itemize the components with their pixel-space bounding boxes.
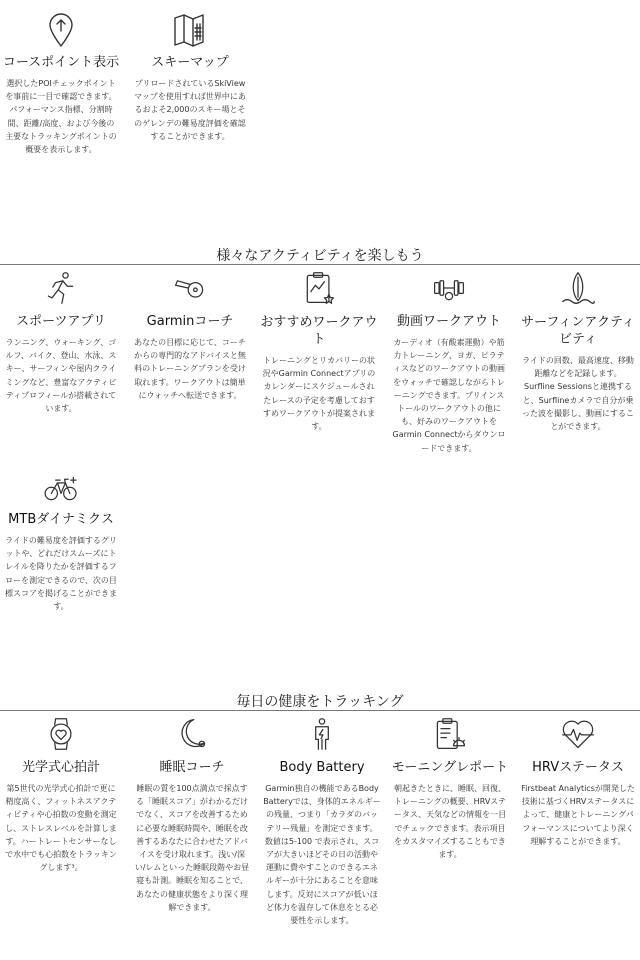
health-description: Firstbeat Analyticsが開発した技術に基づくHRVステータスによって、健康とトレーニングパフォーマンスについてより深く理解することができます。 xyxy=(521,784,635,846)
health-description: 睡眠の質を100点満点で採点する「睡眠スコア」がわかるだけでなく、スコアを改善するために必要な睡眠時間や、睡眠を改善するあなたに合わせたアドバイスを受け取れます。浅い/深い/レムといった睡眠段階やお昼寝も計測。睡眠を知ることで、あなたの健康状態をより深く理解できます。 xyxy=(134,784,250,912)
body-battery-icon xyxy=(304,716,340,752)
health-optical-hr xyxy=(0,716,122,874)
surfboard-icon xyxy=(560,270,596,306)
activity-description: ライドの難易度を評価するグリットや、どれだけスムーズにトレイルを降りたかを評価するフローを測定できるので、次の目標スコアを掲げることができます。 xyxy=(5,536,117,612)
feature-ski-map xyxy=(130,10,250,143)
activity-title: Garminコーチ xyxy=(146,314,234,329)
health-title: 睡眠コーチ xyxy=(159,760,225,775)
health-morning-report xyxy=(388,716,512,861)
health-description: 朝起きたときに、睡眠、回復、トレーニングの概要、HRVステータス、天気などの情報を一目でチェックできます。表示項目をカスタマイズすることもできます。 xyxy=(393,784,507,860)
section-divider xyxy=(0,710,640,711)
location-pin-icon xyxy=(41,10,81,50)
section-divider xyxy=(0,264,640,265)
health-body-battery xyxy=(259,716,385,927)
feature-description: プリロードされているSkiViewマップを使用すれば世界中にあるおよそ2,000のスキー場とそのゲレンデの難易度評価を確認することができます。 xyxy=(134,79,246,141)
health-title: モーニングレポート xyxy=(391,760,509,775)
activity-title: スポーツアプリ xyxy=(16,314,106,329)
watch-heart-icon xyxy=(43,716,79,752)
whistle-icon xyxy=(172,270,208,306)
activity-mtb-dynamics xyxy=(0,474,122,613)
health-hrv-status xyxy=(516,716,640,848)
feature-course-points xyxy=(0,10,122,156)
section-heading-activities: 様々なアクティビティを楽しもう xyxy=(216,248,424,264)
runner-icon xyxy=(43,270,79,306)
activity-title: MTBダイナミクス xyxy=(8,512,114,527)
activity-surfing xyxy=(516,270,640,433)
moon-icon xyxy=(174,716,210,752)
activity-suggested-workouts xyxy=(258,270,380,433)
health-title: HRVステータス xyxy=(532,760,624,775)
activity-description: トレーニングとリカバリーの状況やGarmin Connectアプリのカレンダーにスケジュールされたレースの予定を考慮しておすすめワークアウトが提案されます。 xyxy=(262,356,376,432)
dumbbell-icon xyxy=(431,270,467,306)
health-sleep-coach xyxy=(130,716,254,914)
report-sunrise-icon xyxy=(432,716,468,752)
activity-video-workouts xyxy=(387,270,511,455)
health-description: Garmin独自の機能であるBody Batteryでは、身体的エネルギーの残量、つまり「カラダのバッテリー残量」を測定できます。数値は5-100 で表示され、スコアが大きいほどその日の活動や運動に費やすことのできるエネルギーが十分にあることを意味します。反対にスコアが低いほど体力を温存して休息をとる必要性を示します。 xyxy=(263,784,381,926)
activity-description: あなたの目標に応じて、コーチからの専門的なアドバイスと無料のトレーニングプランを受け取れます。ワークアウトは簡単にウォッチへ転送できます。 xyxy=(134,338,246,400)
activity-description: ランニング、ウォーキング、ゴルフ、バイク、登山、水泳、スキー、サーフィンや屋内クライミングなど、豊富なアクティビティプロフィールが搭載されています。 xyxy=(5,338,117,414)
health-title: Body Battery xyxy=(279,760,365,775)
activity-description: ライドの回数、最高速度、移動距離などを記録します。Surfline Sessionsと連携すると、Surflineカメラで自分が乗った波を撮影し、動画にすることができます。 xyxy=(522,356,634,432)
feature-title: スキーマップ xyxy=(151,55,229,70)
health-title: 光学式心拍計 xyxy=(21,760,100,775)
activity-description: カーディオ（有酸素運動）や筋力トレーニング、ヨガ、ピラティスなどのワークアウトの動画をウォッチで確認しながらトレーニングできます。プリインストールのワークアウトの他にも、好みのワークアウトをGarmin Connectからダウンロードできます。 xyxy=(392,338,506,453)
activity-title: サーフィンアクティビティ xyxy=(521,315,635,347)
section-heading-health: 毎日の健康をトラッキング xyxy=(236,694,404,710)
activity-garmin-coach xyxy=(130,270,250,402)
health-description: 第5世代の光学式心拍計で更に精度高く、フィットネスアクティビティや心拍数の変動を測定し、ストレスレベルを計算します。ハートレートセンサーなしで水中でも心拍数をトラッキングします³。 xyxy=(5,784,117,873)
activity-title: おすすめワークアウト xyxy=(260,315,378,347)
clipboard-chart-icon xyxy=(301,270,337,306)
activity-sports-apps xyxy=(0,270,122,415)
mountain-bike-icon xyxy=(43,474,79,504)
feature-description: 選択したPOIチェックポイントを事前に一目で確認できます。パフォーマンス指標、分割時間、距離/高度、および今後の主要なトラッキングポイントの概要を表示します。 xyxy=(5,79,117,155)
heart-pulse-icon xyxy=(560,716,596,752)
activity-title: 動画ワークアウト xyxy=(396,314,501,329)
feature-title: コースポイント表示 xyxy=(2,55,120,70)
map-icon xyxy=(170,10,210,50)
